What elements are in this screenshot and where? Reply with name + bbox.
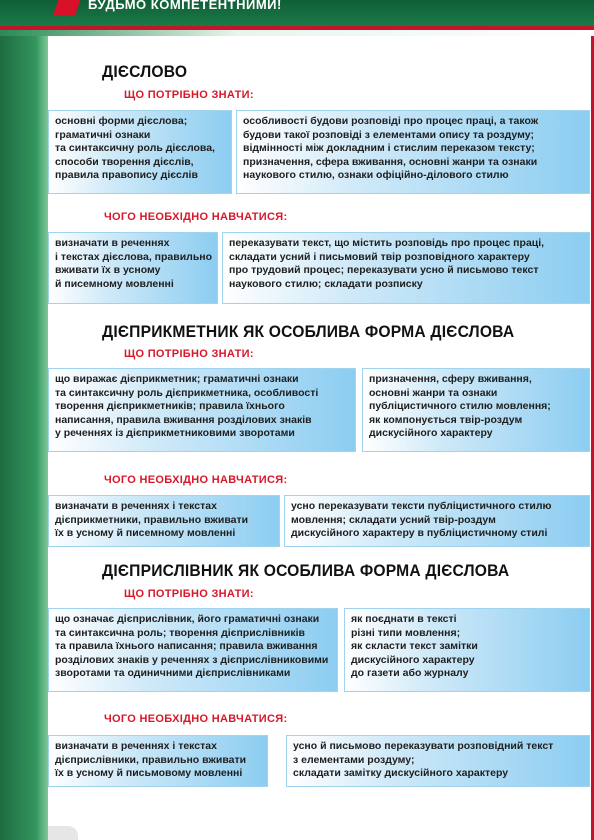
box-line: що виражає дієприкметник; граматичні ознаки xyxy=(55,373,299,385)
box-line: їх в усному й письмовому мовленні xyxy=(55,767,243,780)
know-left-box xyxy=(48,110,232,194)
box-line: зворотами та одиничними дієприслівниками xyxy=(55,667,291,680)
box-line: дієприкметники, правильно вживати xyxy=(55,513,249,526)
box-line: як компонується твір-роздум xyxy=(369,413,523,426)
box-line: визначати в реченнях і текстах xyxy=(55,500,217,512)
know-left-box xyxy=(48,368,356,452)
box-line: усно переказувати тексти публіцистичного стилю xyxy=(291,500,552,512)
know-right-box xyxy=(236,110,590,194)
learn-label: ЧОГО НЕОБХІДНО НАВЧАТИСЯ: xyxy=(104,211,288,223)
box-line: переказувати текст, що містить розповідь про процес праці, xyxy=(229,237,545,249)
box-line: дискусійного характеру в публіцистичному стилі xyxy=(291,527,548,540)
section-title-participle: ДІЄПРИКМЕТНИК ЯК ОСОБЛИВА ФОРМА ДІЄСЛОВА xyxy=(102,322,515,341)
learn-right-box xyxy=(286,735,590,787)
box-line: та синтаксичну роль дієприкметника, особливості xyxy=(55,386,319,399)
box-line: як скласти текст замітки xyxy=(351,640,478,653)
box-line: розділових знаків у реченнях з дієприслівниковими xyxy=(55,653,329,666)
know-right-box xyxy=(344,608,590,692)
box-line: призначення, сферу вживання, xyxy=(369,373,532,385)
learn-right-box xyxy=(222,232,590,304)
box-line: особливості будови розповіді про процес праці, а також xyxy=(243,115,539,127)
box-line: їх в усному й писемному мовленні xyxy=(55,527,236,540)
box-line: наукового стилю; складати розписку xyxy=(229,277,423,290)
section-title-adverbial-participle: ДІЄПРИСЛІВНИК ЯК ОСОБЛИВА ФОРМА ДІЄСЛОВА xyxy=(102,561,510,580)
box-line: визначати в реченнях xyxy=(55,237,170,249)
box-line: написання, правила вживання розділових знаків xyxy=(55,413,312,426)
box-line: дискусійного характеру xyxy=(351,653,475,666)
know-right-box xyxy=(362,368,590,452)
box-line: мовлення; складати усний твір-роздум xyxy=(291,513,496,526)
box-line: творення дієприкметників; правила їхнього xyxy=(55,400,285,413)
box-line: основні форми дієслова; xyxy=(55,115,188,127)
box-line: й писемному мовленні xyxy=(55,277,174,290)
learn-label: ЧОГО НЕОБХІДНО НАВЧАТИСЯ: xyxy=(104,713,288,725)
box-line: граматичні ознаки xyxy=(55,128,151,141)
box-line: і текстах дієслова, правильно xyxy=(55,250,213,263)
box-line: наукового стилю, ознаки офіційно-ділового стилю xyxy=(243,169,509,182)
box-line: та правила їхнього написання; правила вживання xyxy=(55,640,318,653)
box-line: про трудовий процес; переказувати усно й письмово текст xyxy=(229,264,539,277)
learn-left-box xyxy=(48,735,268,787)
box-line: та синтаксичну роль дієслова, xyxy=(55,142,215,155)
box-line: визначати в реченнях і текстах xyxy=(55,740,217,752)
box-line: вживати їх в усному xyxy=(55,264,161,277)
box-line: будови такої розповіді з елементами опису та роздуму; xyxy=(243,128,534,141)
box-line: основні жанри та ознаки xyxy=(369,386,498,399)
box-line: до газети або журналу xyxy=(351,667,469,680)
box-line: публіцистичного стилю мовлення; xyxy=(369,400,551,413)
box-line: та синтаксична роль; творення дієприслівників xyxy=(55,626,305,639)
know-label: ЩО ПОТРІБНО ЗНАТИ: xyxy=(124,89,254,101)
box-line: відмінності між докладним і стислим переказом тексту; xyxy=(243,142,535,155)
know-label: ЩО ПОТРІБНО ЗНАТИ: xyxy=(124,588,254,600)
learn-label: ЧОГО НЕОБХІДНО НАВЧАТИСЯ: xyxy=(104,474,288,486)
learn-left-box xyxy=(48,495,280,547)
box-line: складати усний і письмовий твір розповідного характеру xyxy=(229,250,530,263)
box-line: як поєднати в тексті xyxy=(351,613,457,625)
learn-left-box xyxy=(48,232,218,304)
left-decorative-band xyxy=(0,0,48,840)
box-line: призначення, сфера вживання, основні жанри та ознаки xyxy=(243,155,538,168)
box-line: складати замітку дискусійного характеру xyxy=(293,767,509,780)
section-title-verb: ДІЄСЛОВО xyxy=(102,62,188,81)
top-green-fade xyxy=(0,30,594,36)
page-number-tab xyxy=(48,826,78,840)
know-label: ЩО ПОТРІБНО ЗНАТИ: xyxy=(124,348,254,360)
banner-text: БУДЬМО КОМПЕТЕНТНИМИ! xyxy=(88,0,282,12)
box-line: що означає дієприслівник, його граматичні ознаки xyxy=(55,613,320,625)
box-line: дієприслівники, правильно вживати xyxy=(55,753,247,766)
box-line: способи творення дієслів, xyxy=(55,155,194,168)
box-line: з елементами роздуму; xyxy=(293,753,415,766)
box-line: різні типи мовлення; xyxy=(351,626,461,639)
know-left-box xyxy=(48,608,338,692)
learn-right-box xyxy=(284,495,590,547)
box-line: правила правопису дієслів xyxy=(55,169,198,182)
box-line: у реченнях із дієприкметниковими зворотами xyxy=(55,427,295,440)
box-line: дискусійного характеру xyxy=(369,427,493,440)
box-line: усно й письмово переказувати розповідний текст xyxy=(293,740,554,752)
